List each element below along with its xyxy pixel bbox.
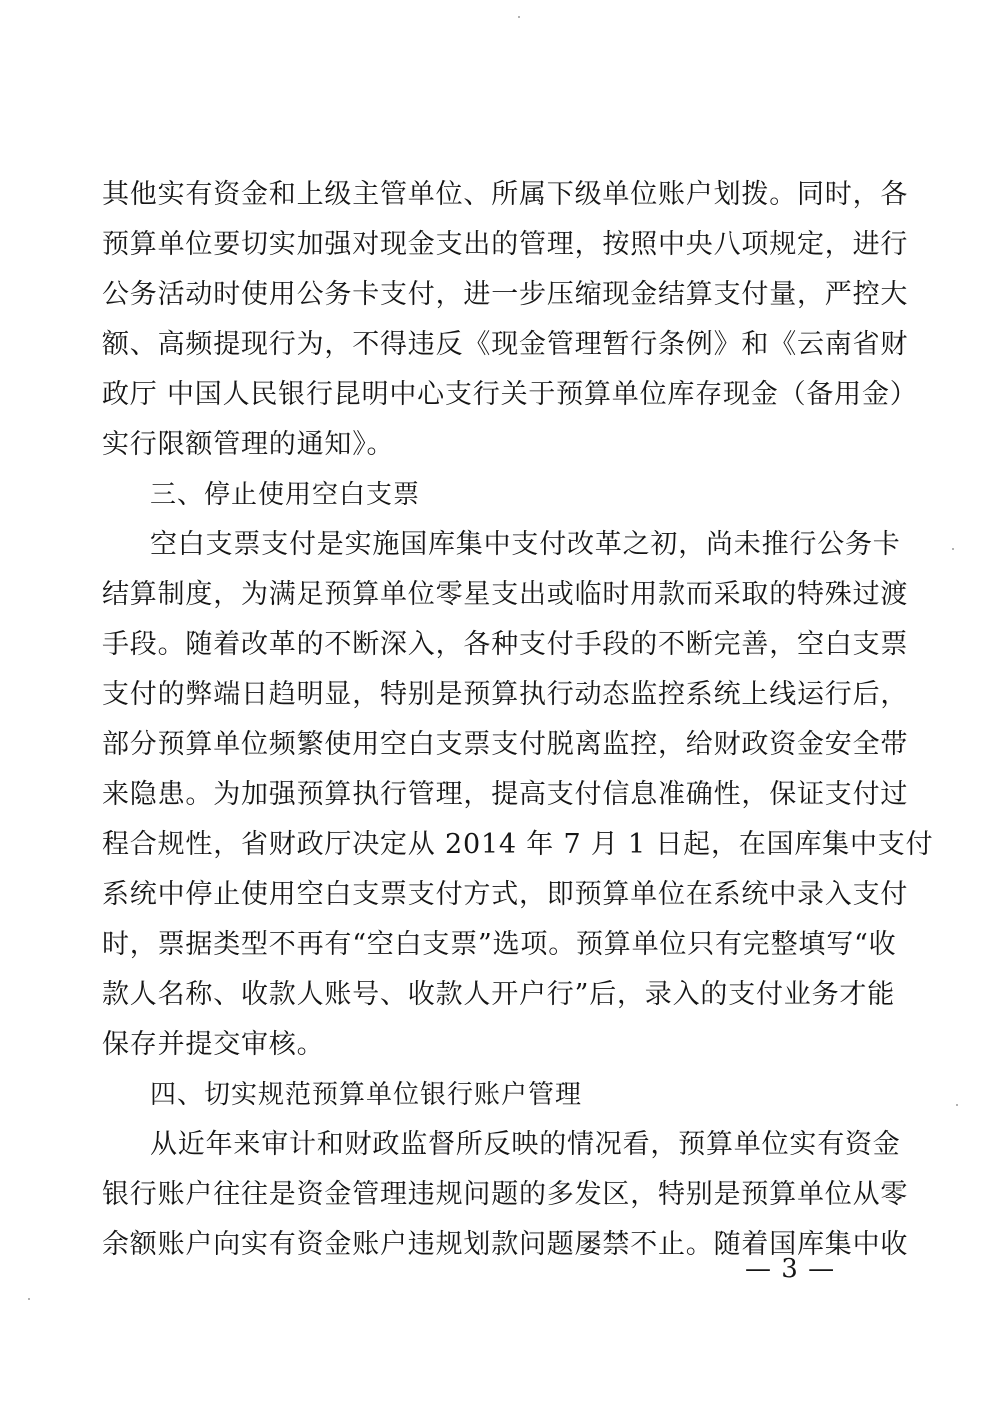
scan-speck: [952, 548, 954, 550]
body-line: 空白支票支付是实施国库集中支付改革之初，尚未推行公务卡: [150, 529, 901, 560]
body-line: 预算单位要切实加强对现金支出的管理，按照中央八项规定，进行: [102, 229, 909, 260]
body-line: 银行账户往往是资金管理违规问题的多发区，特别是预算单位从零: [102, 1179, 909, 1210]
scan-speck: [956, 1104, 958, 1106]
body-line: 来隐患。为加强预算执行管理，提高支付信息准确性，保证支付过: [102, 779, 909, 810]
body-line: 额、高频提现行为，不得违反《现金管理暂行条例》和《云南省财: [102, 329, 909, 360]
body-line: 公务活动时使用公务卡支付，进一步压缩现金结算支付量，严控大: [102, 279, 909, 310]
body-line: 时，票据类型不再有“空白支票”选项。预算单位只有完整填写“收: [102, 929, 897, 960]
body-line: 结算制度，为满足预算单位零星支出或临时用款而采取的特殊过渡: [102, 579, 909, 610]
section-heading: 三、停止使用空白支票: [150, 480, 421, 510]
body-line: 款人名称、收款人账号、收款人开户行”后，录入的支付业务才能: [102, 979, 896, 1010]
body-line: 程合规性，省财政厅决定从 2014 年 7 月 1 日起，在国库集中支付: [102, 829, 934, 860]
scan-speck: [518, 16, 520, 18]
body-line: 政厅 中国人民银行昆明中心支行关于预算单位库存现金（备用金）: [102, 379, 918, 410]
body-line: 系统中停止使用空白支票支付方式，即预算单位在系统中录入支付: [102, 879, 909, 910]
body-line: 部分预算单位频繁使用空白支票支付脱离监控，给财政资金安全带: [102, 729, 909, 760]
body-line: 支付的弊端日趋明显，特别是预算执行动态监控系统上线运行后，: [102, 679, 909, 710]
body-line: 实行限额管理的通知》。: [102, 429, 395, 460]
scan-speck: [28, 1298, 30, 1300]
body-line: 保存并提交审核。: [102, 1029, 325, 1060]
page-number: — 3 —: [745, 1254, 836, 1284]
section-heading: 四、切实规范预算单位银行账户管理: [150, 1080, 583, 1110]
body-line: 手段。随着改革的不断深入，各种支付手段的不断完善，空白支票: [102, 629, 909, 660]
body-line: 余额账户向实有资金账户违规划款问题屡禁不止。随着国库集中收: [102, 1229, 909, 1260]
body-line: 从近年来审计和财政监督所反映的情况看，预算单位实有资金: [150, 1129, 901, 1160]
body-line: 其他实有资金和上级主管单位、所属下级单位账户划拨。同时，各: [102, 179, 909, 210]
